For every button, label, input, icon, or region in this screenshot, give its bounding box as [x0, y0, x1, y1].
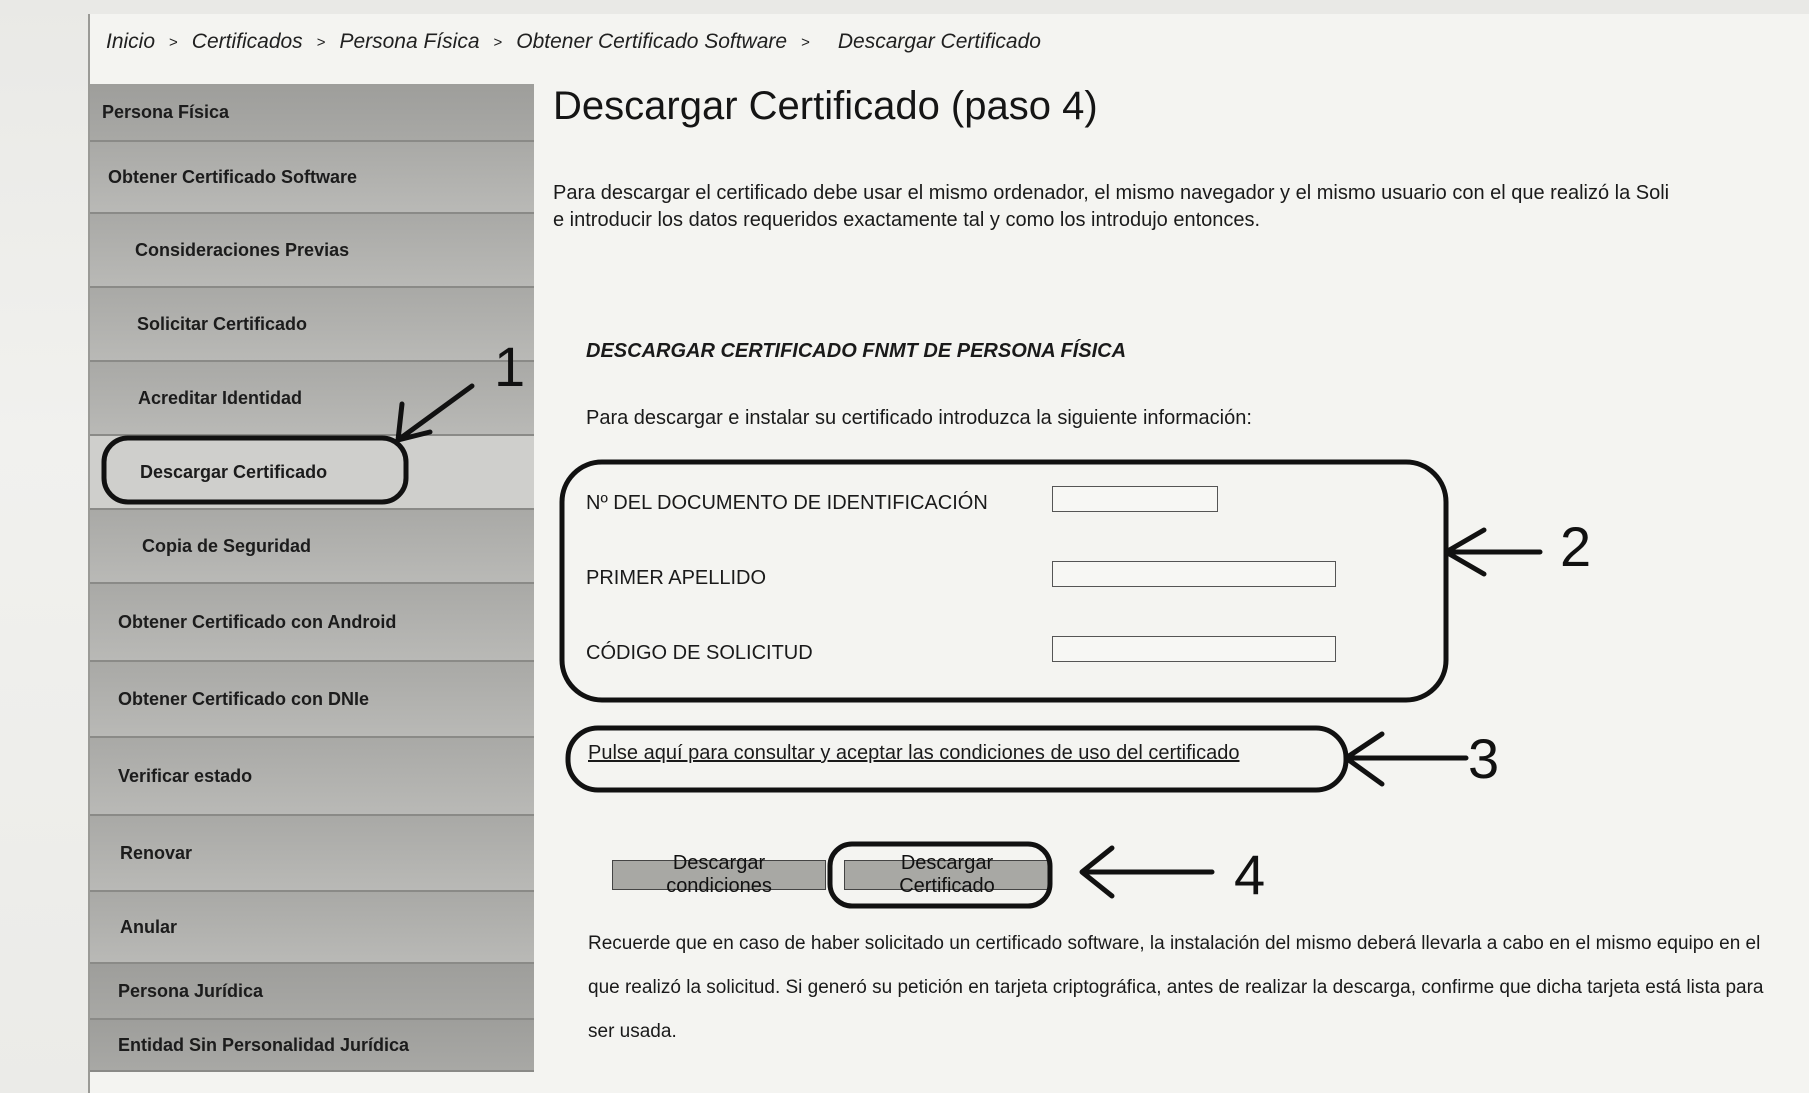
request-code-input[interactable] [1052, 636, 1336, 662]
download-certificate-button[interactable]: Descargar Certificado [844, 860, 1050, 890]
sidebar-item-label: Copia de Seguridad [142, 535, 312, 556]
sidebar-item-label: Entidad Sin Personalidad Jurídica [118, 1034, 410, 1055]
annotation-number-3: 3 [1468, 727, 1500, 790]
surname-input[interactable] [1052, 561, 1336, 587]
annotation-number-4: 4 [1234, 843, 1266, 906]
sidebar-item-verificar-estado[interactable] [90, 738, 534, 816]
sidebar-item-label: Obtener Certificado con Android [118, 611, 397, 632]
surname-label: PRIMER APELLIDO [586, 567, 767, 589]
sidebar-item-obtener-certificado-software[interactable] [90, 142, 534, 214]
sidebar-item-label: Renovar [120, 842, 193, 863]
sidebar-item-label: Persona Física [102, 101, 230, 122]
annotation-number-1: 1 [494, 335, 526, 398]
breadcrumb [106, 26, 1055, 58]
breadcrumb-separator-icon: > [801, 33, 810, 51]
breadcrumb-separator-icon: > [316, 33, 326, 51]
sidebar-item-solicitar-certificado[interactable] [90, 288, 534, 362]
footer-note: Recuerde que en caso de haber solicitado un certificado software, la instalación del mismo deberá llevarla a cabo en el mismo equipo en el que realizó la solicitud. Si generó su petición en tarjeta criptográfica, antes de realizar la descarga, confirme que dicha tarjeta está lista para ser usada. [588, 933, 1764, 1042]
section-title: DESCARGAR CERTIFICADO FNMT DE PERSONA FÍSICA [586, 340, 1127, 362]
sidebar-item-acreditar-identidad[interactable] [90, 362, 534, 436]
intro-line-1: Para descargar el certificado debe usar el mismo ordenador, el mismo navegador y el mismo usuario con el que realizó la Soli [553, 182, 1670, 204]
annotation-number-2: 2 [1560, 515, 1592, 578]
sidebar-item-persona-juridica[interactable] [90, 964, 534, 1020]
breadcrumb-current: Descargar Certificado [837, 30, 1041, 53]
sidebar-item-label: Solicitar Certificado [137, 313, 308, 334]
download-conditions-button[interactable]: Descargar condiciones [612, 860, 826, 890]
section-subtitle: Para descargar e instalar su certificado introduzca la siguiente información: [586, 407, 1252, 429]
breadcrumb-persona-fisica[interactable]: Persona Física [339, 30, 480, 53]
conditions-link[interactable]: Pulse aquí para consultar y aceptar las condiciones de uso del certificado [588, 742, 1240, 764]
request-code-label: CÓDIGO DE SOLICITUD [586, 642, 813, 664]
doc-id-label: Nº DEL DOCUMENTO DE IDENTIFICACIÓN [586, 492, 988, 514]
sidebar-item-label: Obtener Certificado Software [108, 166, 358, 187]
intro-line-2: e introducir los datos requeridos exactamente tal y como los introdujo entonces. [553, 209, 1261, 231]
sidebar [90, 84, 534, 1074]
sidebar-item-label: Consideraciones Previas [135, 239, 350, 260]
doc-id-input[interactable] [1052, 486, 1218, 512]
sidebar-item-consideraciones-previas[interactable] [90, 214, 534, 288]
sidebar-item-renovar[interactable] [90, 816, 534, 892]
intro-text [553, 180, 1669, 234]
sidebar-item-label: Persona Jurídica [118, 980, 264, 1001]
sidebar-item-label: Acreditar Identidad [138, 387, 303, 408]
sidebar-item-entidad-sin-personalidad[interactable] [90, 1020, 534, 1072]
breadcrumb-certificados[interactable]: Certificados [191, 30, 303, 53]
page-title: Descargar Certificado (paso 4) [553, 84, 1098, 128]
breadcrumb-separator-icon: > [169, 33, 178, 51]
breadcrumb-obtener-certificado-software[interactable]: Obtener Certificado Software [516, 30, 788, 53]
breadcrumb-inicio[interactable]: Inicio [106, 30, 156, 53]
sidebar-item-copia-de-seguridad[interactable] [90, 510, 534, 584]
sidebar-item-label: Descargar Certificado [140, 461, 328, 482]
sidebar-item-obtener-certificado-dnie[interactable] [90, 662, 534, 738]
sidebar-item-label: Obtener Certificado con DNIe [118, 688, 370, 709]
sidebar-item-label: Anular [120, 916, 178, 937]
sidebar-item-descargar-certificado[interactable] [90, 436, 534, 510]
sidebar-item-obtener-certificado-android[interactable] [90, 584, 534, 662]
breadcrumb-separator-icon: > [493, 33, 503, 51]
sidebar-item-persona-fisica[interactable] [90, 84, 534, 142]
sidebar-item-label: Verificar estado [118, 765, 253, 786]
sidebar-item-anular[interactable] [90, 892, 534, 964]
